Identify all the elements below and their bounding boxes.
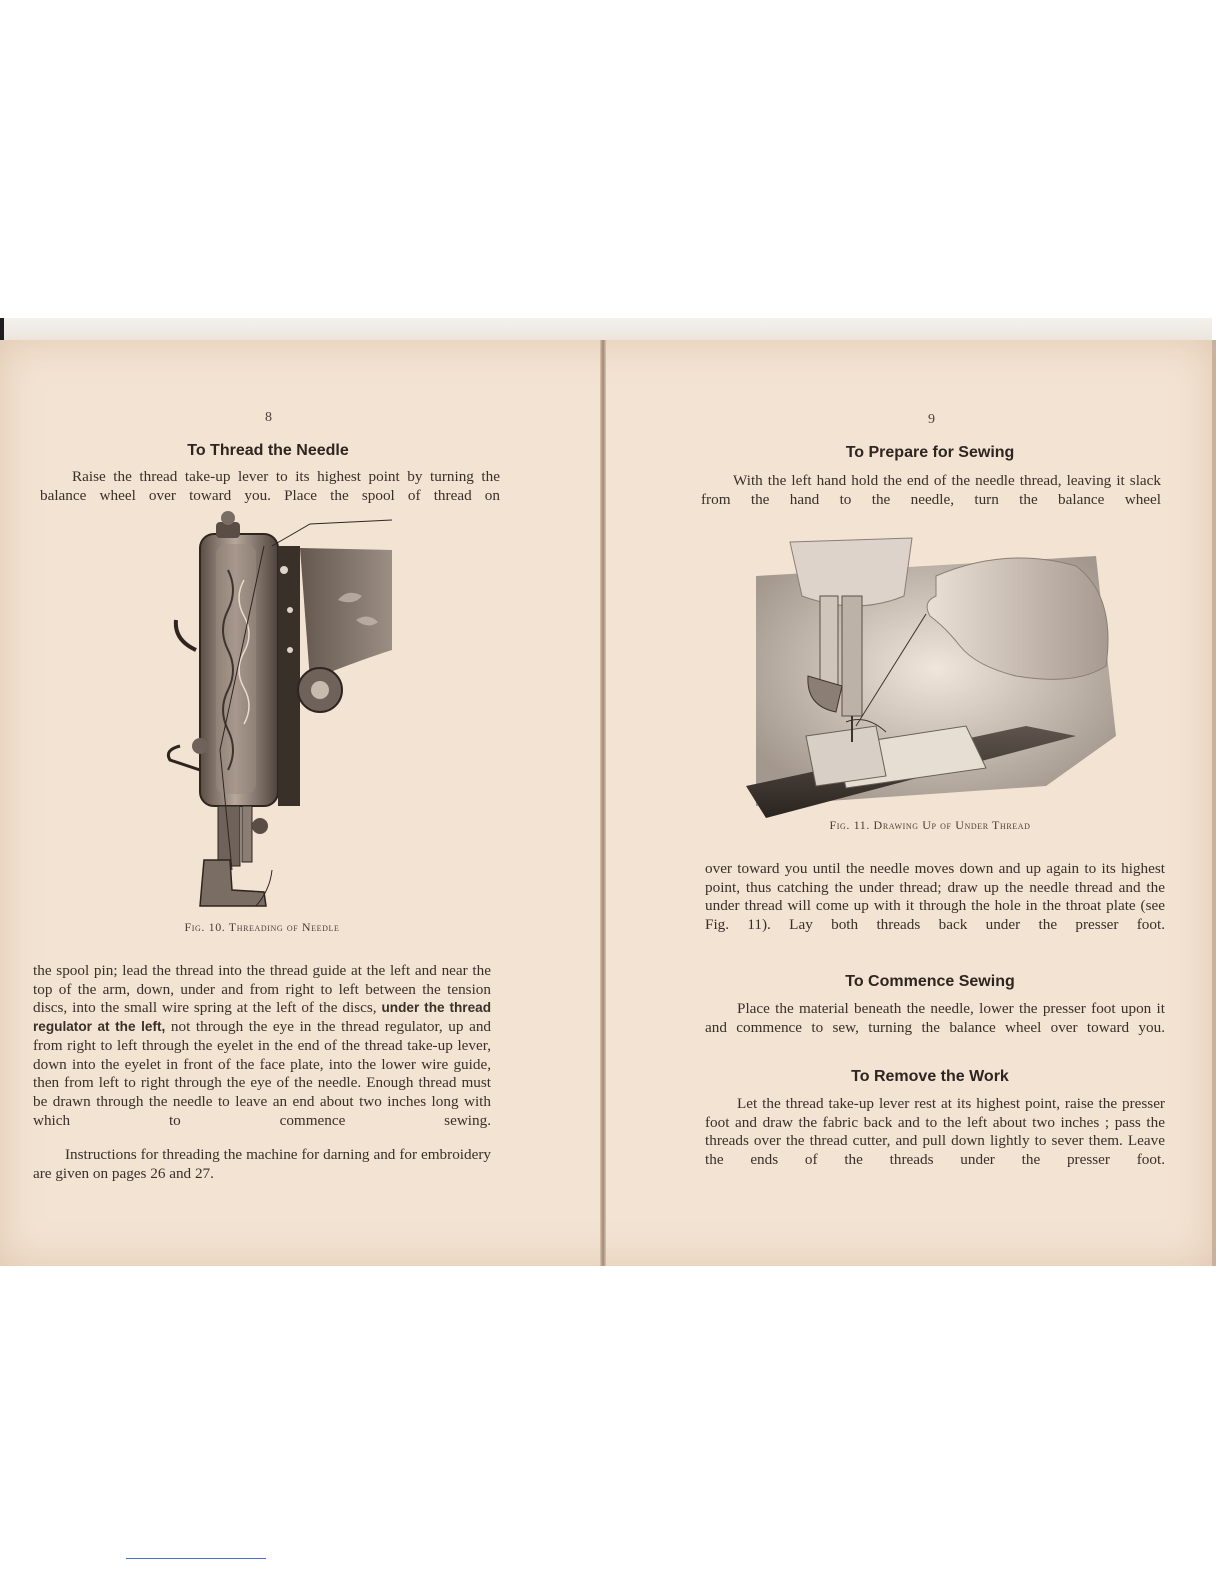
left-page: [0, 340, 600, 1266]
heading-commence-sewing: To Commence Sewing: [845, 973, 1015, 990]
threading-text-part2: not through the eye in the thread regulator, up and from right to left through the eyelet in the end of the thread take-up lever, down into the eyelet in front of the face plate, into the lower wire guide, then from left to right through the eye of the needle. Enough thread must be drawn through the needle to leave an end about two inches long with which to commence sewing.: [33, 1018, 492, 1129]
page-number-left: 8: [265, 410, 272, 425]
prepare-intro-paragraph: With the left hand hold the end of the needle thread, leaving it slack from the hand to the needle, turn the balance wheel: [701, 472, 1161, 508]
threading-bold-phrase: under the thread regulator at the left,: [33, 1000, 492, 1035]
scan-underline-mark: [126, 1558, 266, 1559]
prepare-continued-paragraph: over toward you until the needle moves down and up again to its highest point, thus catching the under thread; draw up the needle thread and the under thread will come up with it through the hole in the throat plate (see Fig. 11). Lay both threads back under the presser foot.: [705, 860, 1165, 934]
remove-work-paragraph: Let the thread take-up lever rest at its highest point, raise the presser foot and draw the fabric back and to the left about two inches ; pass the threads over the thread cutter, and pull down lightly to sever them. Leave the ends of the threads under the presser foot.: [705, 1095, 1165, 1169]
hand-drawing-up-under-thread-photo: [746, 536, 1116, 818]
booklet-spread: [0, 340, 1216, 1266]
heading-remove-work: To Remove the Work: [851, 1068, 1009, 1085]
figure-10-caption: Fig. 10. Threading of Needle: [184, 920, 340, 934]
threading-instructions-paragraph: [33, 962, 491, 1130]
right-page: [606, 340, 1212, 1266]
commence-paragraph: Place the material beneath the needle, lower the presser foot upon it and commence to sew, turning the balance wheel over toward you.: [705, 1000, 1165, 1036]
sewing-machine-head-threading-illustration: [160, 510, 400, 910]
intro-paragraph: Raise the thread take-up lever to its highest point by turning the balance wheel over toward you. Place the spool of thread on: [40, 468, 500, 504]
scan-edge-mark: [0, 318, 4, 340]
figure-11-caption: Fig. 11. Drawing Up of Under Thread: [829, 818, 1031, 832]
threading-text-part1: the spool pin; lead the thread into the thread guide at the left and near the top of the arm, down, under and from right to left between the tension discs, into the small wire spring at the left of the discs,: [33, 962, 491, 1017]
heading-prepare-sewing: To Prepare for Sewing: [845, 444, 1015, 461]
heading-thread-needle: To Thread the Needle: [187, 442, 349, 459]
darning-embroidery-note: Instructions for threading the machine for darning and for embroidery are given on pages 26 and 27.: [33, 1146, 491, 1182]
page-number-right: 9: [928, 412, 935, 427]
